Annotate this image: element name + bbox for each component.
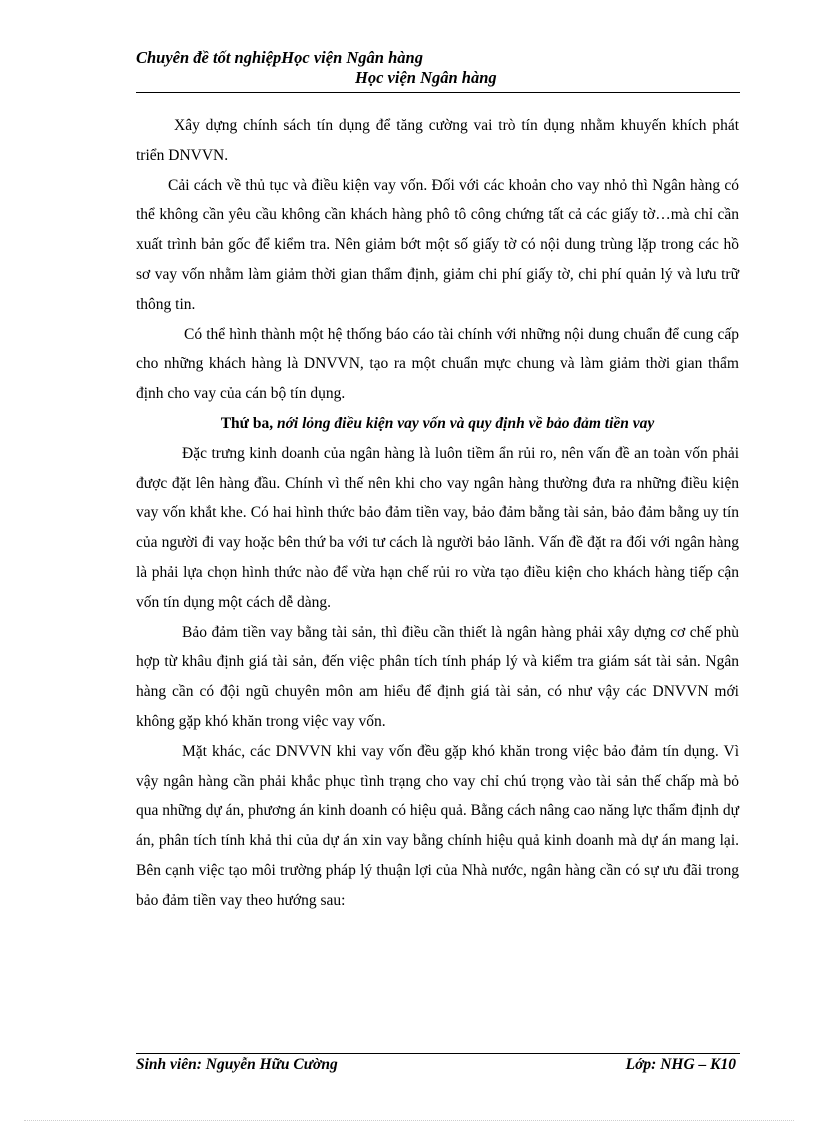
header-divider [136, 92, 740, 93]
footer-student-name: Sinh viên: Nguyễn Hữu Cường [136, 1056, 338, 1073]
section-heading [136, 409, 739, 439]
paragraph: Đặc trưng kinh doanh của ngân hàng là luôn tiềm ẩn rủi ro, nên vấn đề an toàn vốn phải được đặt lên hàng đầu. Chính vì thế nên khi cho vay ngân hàng thường đưa ra những điều kiện vay vốn khắt khe. Có hai hình thức bảo đảm tiền vay, bảo đảm bằng tài sản, bảo đảm bằng uy tín của người đi vay hoặc bên thứ ba với tư cách là người bảo lãnh. Vấn đề đặt ra đối với ngân hàng là phải lựa chọn hình thức nào để vừa hạn chế rủi ro vừa tạo điều kiện cho khách hàng tiếp cận vốn tín dụng một cách dễ dàng. [136, 444, 739, 611]
paragraph: Xây dựng chính sách tín dụng để tăng cường vai trò tín dụng nhằm khuyến khích phát triển DNVVN. [136, 117, 739, 164]
document-body [136, 111, 739, 916]
paragraph: Cải cách về thủ tục và điều kiện vay vốn. Đối với các khoản cho vay nhỏ thì Ngân hàng có thể không cần yêu cầu không cần khách hàng phô tô công chứng tất cả các giấy tờ…mà chỉ cần xuất trình bản gốc để kiểm tra. Nên giảm bớt một số giấy tờ có nội dung trùng lặp trong các hồ sơ vay vốn nhằm làm giảm thời gian thẩm định, giảm chi phí giấy tờ, chi phí quản lý và lưu trữ thông tin. [136, 176, 739, 313]
footer-class: Lớp: NHG – K10 [625, 1056, 736, 1073]
page-header [136, 48, 740, 94]
paragraph: Bảo đảm tiền vay bằng tài sản, thì điều cần thiết là ngân hàng phải xây dựng cơ chế phù hợp từ khâu định giá tài sản, đến việc phân tích tính pháp lý và kiểm tra giám sát tài sản. Ngân hàng cần có đội ngũ chuyên môn am hiểu để định giá tài sản, có như vậy các DNVVN mới không gặp khó khăn trong việc vay vốn. [136, 623, 739, 730]
header-title-line1: Chuyên đề tốt nghiệpHọc viện Ngân hàng [136, 48, 423, 67]
header-title-line2: Học viện Ngân hàng [355, 68, 497, 87]
page-edge [24, 1120, 794, 1121]
paragraph: Mặt khác, các DNVVN khi vay vốn đều gặp khó khăn trong việc bảo đảm tín dụng. Vì vậy ngân hàng cần phải khắc phục tình trạng cho vay chỉ chú trọng vào tài sản thế chấp mà bỏ qua những dự án, phương án kinh doanh có hiệu quả. Bằng cách nâng cao năng lực thẩm định dự án, phân tích tính khả thi của dự án xin vay bằng chính hiệu quả kinh doanh mà dự án mang lại. Bên cạnh việc tạo môi trường pháp lý thuận lợi của Nhà nước, ngân hàng cần có sự ưu đãi trong bảo đảm tiền vay theo hướng sau: [136, 742, 739, 909]
section-heading-prefix: Thứ ba, [220, 414, 277, 432]
section-heading-title: nới lỏng điều kiện vay vốn và quy định về bảo đảm tiền vay [276, 414, 655, 432]
paragraph: Có thể hình thành một hệ thống báo cáo tài chính với những nội dung chuẩn để cung cấp cho những khách hàng là DNVVN, tạo ra một chuẩn mực chung và làm giảm thời gian thẩm định cho vay của cán bộ tín dụng. [136, 325, 739, 403]
footer-divider [136, 1053, 740, 1054]
